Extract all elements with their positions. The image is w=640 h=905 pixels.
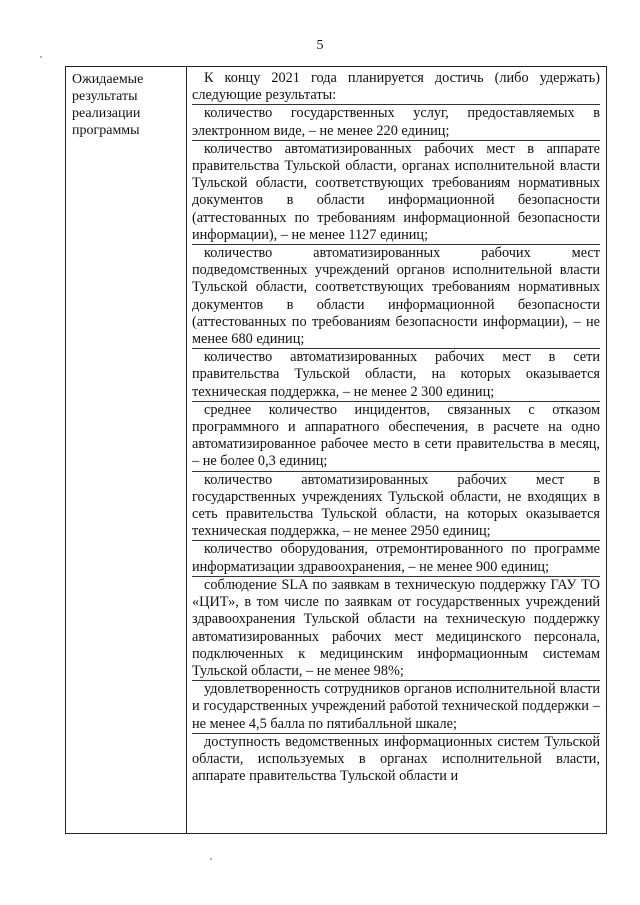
result-item: количество автоматизированных рабочих мест в аппарате правительства Тульской области, органах исполнительной власти Тульской области, соответствующих требованиям нормативных документов в области информационной безопасности (аттестованных по требованиям информационной безопасности информации), – не менее 1127 единиц;	[192, 141, 600, 245]
result-item: соблюдение SLA по заявкам в техническую поддержку ГАУ ТО «ЦИТ», в том числе по заявкам от государственных учреждений здравоохранения Тульской области на техническую поддержку автоматизированных рабочих мест медицинского персонала, подключенных к медицинским информационным системам Тульской области, – не менее 98%;	[192, 577, 600, 681]
result-item: количество оборудования, отремонтированного по программе информатизации здравоохранения, – не менее 900 единиц;	[192, 541, 600, 576]
scan-speck	[210, 858, 212, 860]
program-results-table	[65, 66, 607, 834]
result-item: доступность ведомственных информационных систем Тульской области, используемых в органах исполнительной власти, аппарате правительства Тульской области и	[192, 733, 600, 785]
result-item: удовлетворенность сотрудников органов исполнительной власти и государственных учреждений работой технической поддержки – не менее 4,5 балла по пятибалльной шкале;	[192, 681, 600, 734]
page-number: 5	[316, 38, 324, 53]
result-item: количество государственных услуг, предоставляемых в электронном виде, – не менее 220 единиц;	[192, 105, 600, 140]
scan-speck	[40, 56, 42, 58]
result-item: среднее количество инцидентов, связанных с отказом программного и аппаратного обеспечения, в расчете на одно автоматизированное рабочее место в сети правительства в месяц, – не более 0,3 единиц;	[192, 402, 600, 472]
result-item: количество автоматизированных рабочих мест подведомственных учреждений органов исполнительной власти Тульской области, соответствующих требованиям нормативных документов в области информационной безопасности (аттестованных по требованиям безопасности информации), – не менее 680 единиц;	[192, 245, 600, 349]
results-intro: К концу 2021 года планируется достичь (либо удержать) следующие результаты:	[192, 70, 600, 105]
result-item: количество автоматизированных рабочих мест в государственных учреждениях Тульской области, не входящих в сеть правительства Тульской области, на которых оказывается техническая поддержка, – не менее 2950 единиц;	[192, 472, 600, 542]
result-item: количество автоматизированных рабочих мест в сети правительства Тульской области, на которых оказывается техническая поддержка, – не менее 2 300 единиц;	[192, 349, 600, 402]
row-label-expected-results: Ожидаемые результаты реализации программы	[66, 67, 187, 833]
results-list	[187, 67, 606, 833]
